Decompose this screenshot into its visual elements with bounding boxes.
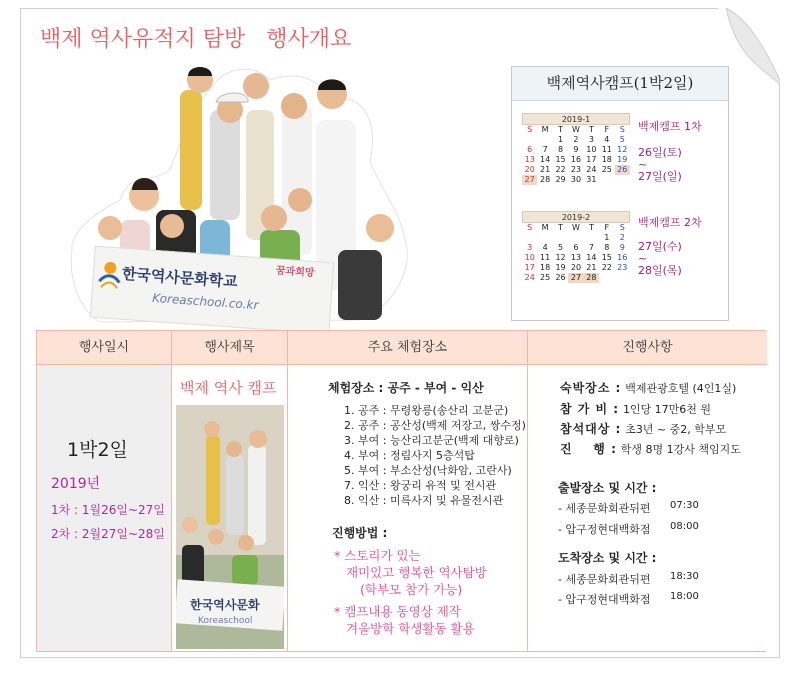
- header-event-title: 행사제목: [172, 331, 287, 365]
- calendar-day: 19: [555, 263, 566, 272]
- calendar-day: 30: [570, 175, 582, 184]
- calendar-day: [584, 233, 599, 243]
- camp1-start: 26일(토): [638, 146, 682, 159]
- calendar-day: 23: [570, 165, 582, 174]
- weekday-label: T: [558, 125, 563, 134]
- event-duration: 1박2일: [67, 439, 128, 461]
- method-2: [334, 603, 475, 637]
- info-key: 참석대상 :: [560, 422, 622, 436]
- calendar-day: 17: [524, 263, 535, 272]
- header-progress: 진행사항: [528, 331, 767, 365]
- calendar-day: [537, 135, 552, 145]
- calendar-day: 15: [555, 155, 566, 164]
- method-1-line-2: 재미있고 행복한 역사탐방: [346, 565, 487, 580]
- weekday-label: S: [619, 125, 625, 134]
- calendar-day: 6: [573, 243, 579, 252]
- arrival-row: [558, 591, 699, 607]
- weekday-label: S: [527, 125, 533, 134]
- column-event-date: [37, 331, 172, 651]
- calendar-day: 28: [584, 273, 599, 283]
- departure-heading: 출발장소 및 시간 :: [558, 481, 657, 495]
- calendar-day: 20: [524, 165, 535, 174]
- round1-dates: 1차 : 1월26일~27일: [51, 503, 165, 517]
- calendar-day: 14: [586, 253, 597, 262]
- info-row-fee: [560, 400, 711, 417]
- method-1-line-3: (학부모 참가 가능): [360, 582, 463, 597]
- camp2-label: 백제캠프 2차: [638, 216, 702, 229]
- banner-logo-text: 한국역사문화학교: [121, 264, 239, 291]
- departure-row: [558, 500, 699, 516]
- svg-text:한국역사문화: 한국역사문화: [190, 598, 260, 612]
- info-row-staff: [560, 440, 741, 457]
- arrival-place: - 압구정현대백화점: [558, 593, 651, 606]
- calendar-day: 21: [540, 165, 551, 174]
- calendar-day: 26: [555, 273, 566, 282]
- weekday-label: M: [541, 223, 549, 232]
- camp2-start: 27일(수): [638, 240, 682, 253]
- mini-calendar-jan: [522, 113, 630, 185]
- calendar-day: 12: [617, 145, 628, 154]
- info-key: 참 가 비 :: [560, 402, 620, 416]
- info-key: 진 행 :: [560, 442, 617, 456]
- calendar-day: 24: [586, 165, 597, 174]
- column-event-title: [172, 331, 288, 651]
- weekday-label: W: [572, 125, 580, 134]
- calendar-day: 1: [558, 135, 564, 144]
- arrival-heading: 도착장소 및 시간 :: [558, 551, 657, 565]
- header-main-places: 주요 체험장소: [288, 331, 527, 365]
- list-item: 4. 부여 : 정림사지 5층석탑: [344, 449, 475, 462]
- camp2-sep: ~: [638, 252, 648, 265]
- calendar-day: 7: [542, 145, 548, 154]
- calendar-day: 15: [601, 253, 612, 262]
- calendar-day: [522, 135, 537, 145]
- info-value: 초3년 ~ 중2, 학부모: [625, 423, 727, 436]
- camp2-end: 28일(목): [638, 264, 682, 277]
- calendar-day: [522, 233, 537, 243]
- mini-calendar-title: 2019-1: [522, 113, 630, 125]
- calendar-day: 5: [619, 135, 625, 144]
- weekday-label: T: [588, 125, 594, 134]
- calendar-grid: [522, 125, 630, 185]
- calendar-day: 2: [619, 233, 625, 242]
- method-label: 진행방법 :: [332, 526, 388, 540]
- calendar-day: 22: [555, 165, 566, 174]
- calendar-day: 10: [586, 145, 597, 154]
- calendar-day: 9: [573, 145, 579, 154]
- calendar-day: 19: [617, 155, 628, 164]
- calendar-day: 22: [601, 263, 612, 272]
- calendar-grid: [522, 223, 630, 283]
- calendar-day: 20: [570, 263, 582, 272]
- list-item: 5. 부여 : 부소산성(낙화암, 고란사): [344, 464, 512, 477]
- calendar-day: 13: [570, 253, 582, 262]
- arrival-time: 18:30: [670, 571, 699, 582]
- calendar-day: 25: [540, 273, 551, 282]
- calendar-day: 3: [527, 243, 533, 252]
- camp-photo: [176, 405, 284, 649]
- round2-dates: 2차 : 2월27일~28일: [51, 527, 165, 541]
- star-icon: *: [334, 604, 341, 619]
- calendar-day: [537, 233, 552, 243]
- arrival-place: - 세종문화회관뒤편: [558, 573, 651, 586]
- calendar-panel: [511, 66, 729, 321]
- calendar-day: 14: [540, 155, 551, 164]
- info-value: 백제관광호텔 (4인1실): [625, 382, 737, 395]
- event-year: 2019년: [51, 476, 101, 492]
- svg-text:Koreaschool: Koreaschool: [198, 616, 253, 626]
- calendar-day: 9: [619, 243, 625, 252]
- list-item: 3. 부여 : 능산리고분군(백제 대향로): [344, 434, 519, 447]
- calendar-day: 25: [601, 165, 612, 174]
- calendar-day: 28: [540, 175, 551, 184]
- method-1: [334, 547, 487, 598]
- event-overview-table: [36, 330, 766, 652]
- departure-time: 07:30: [670, 500, 699, 511]
- calendar-day: 18: [601, 155, 612, 164]
- calendar-day: 31: [586, 175, 597, 184]
- calendar-day: 1: [604, 233, 610, 242]
- weekday-label: S: [527, 223, 533, 232]
- calendar-day: 10: [524, 253, 535, 262]
- calendar-day: 11: [540, 253, 551, 262]
- calendar-day: 29: [555, 175, 566, 184]
- calendar-day: 27: [522, 175, 537, 185]
- calendar-day: [615, 175, 630, 185]
- column-progress: [528, 331, 767, 651]
- weekday-label: F: [604, 125, 610, 134]
- weekday-label: M: [541, 125, 549, 134]
- banner-tag: 꿈과희망: [275, 265, 315, 280]
- list-item: 7. 익산 : 왕궁리 유적 및 전시관: [344, 479, 497, 492]
- calendar-day: [568, 233, 583, 243]
- calendar-day: 2: [573, 135, 579, 144]
- camp1-end: 27일(일): [638, 170, 682, 183]
- calendar-day: 23: [617, 263, 628, 272]
- camp2-info: [638, 215, 702, 279]
- calendar-day: 27: [568, 273, 583, 283]
- info-key: 숙박장소 :: [560, 381, 622, 395]
- arrival-row: [558, 571, 699, 587]
- weekday-label: T: [588, 223, 594, 232]
- school-logo-icon: [97, 259, 123, 291]
- calendar-day: 16: [570, 155, 582, 164]
- info-value: 1인당 17만6천 원: [622, 403, 712, 416]
- calendar-day: 6: [527, 145, 533, 154]
- calendar-day: 4: [604, 135, 610, 144]
- calendar-day: 21: [586, 263, 597, 272]
- calendar-day: 3: [588, 135, 594, 144]
- calendar-day: [599, 273, 614, 283]
- calendar-day: [615, 273, 630, 283]
- method-2-line-2: 겨울방학 학생활동 활용: [346, 621, 475, 636]
- info-value: 학생 8명 1강사 책임지도: [620, 443, 741, 456]
- mini-calendar-title: 2019-2: [522, 211, 630, 223]
- calendar-day: 11: [601, 145, 612, 154]
- camp-title: 백제 역사 캠프: [180, 379, 277, 397]
- list-item: 2. 공주 : 공산성(백제 저장고, 쌍수정): [344, 419, 526, 432]
- calendar-day: 4: [542, 243, 548, 252]
- calendar-day: 24: [524, 273, 535, 282]
- calendar-day: 7: [588, 243, 594, 252]
- departure-row: [558, 521, 699, 537]
- calendar-day: 17: [586, 155, 597, 164]
- place-list: [344, 403, 526, 508]
- star-icon: *: [334, 548, 341, 563]
- calendar-day: [553, 233, 568, 243]
- calendar-day: 8: [604, 243, 610, 252]
- info-row-lodging: [560, 379, 736, 396]
- calendar-day: 18: [540, 263, 551, 272]
- calendar-day: 8: [558, 145, 564, 154]
- weekday-label: T: [558, 223, 563, 232]
- banner-sub-text: Koreaschool.co.kr: [151, 290, 259, 313]
- header-event-date: 행사일시: [37, 331, 171, 365]
- calendar-heading: 백제역사캠프(1박2일): [512, 67, 728, 101]
- calendar-day: [599, 175, 614, 185]
- list-item: 8. 익산 : 미륵사지 및 유물전시관: [344, 494, 504, 507]
- weekday-label: S: [619, 223, 625, 232]
- departure-place: - 세종문화회관뒤편: [558, 502, 651, 515]
- method-1-line-1: 스토리가 있는: [344, 548, 421, 563]
- mini-calendar-feb: [522, 211, 630, 283]
- list-item: 1. 공주 : 무령왕릉(송산리 고분군): [344, 404, 509, 417]
- column-main-places: [288, 331, 528, 651]
- places-label: 체험장소 : 공주 - 부여 - 익산: [328, 381, 484, 395]
- calendar-day: 16: [617, 253, 628, 262]
- departure-time: 08:00: [670, 521, 699, 532]
- camp1-label: 백제캠프 1차: [638, 120, 702, 133]
- calendar-day: 26: [615, 165, 630, 175]
- departure-place: - 압구정현대백화점: [558, 523, 651, 536]
- weekday-label: F: [604, 223, 610, 232]
- camp1-info: [638, 119, 702, 185]
- camp1-sep: ~: [638, 158, 648, 171]
- info-row-target: [560, 420, 726, 437]
- arrival-time: 18:00: [670, 591, 699, 602]
- calendar-day: 12: [555, 253, 566, 262]
- weekday-label: W: [572, 223, 580, 232]
- method-2-line-1: 캠프내용 동영상 제작: [344, 604, 461, 619]
- page-title: 백제 역사유적지 탐방 행사개요: [40, 27, 352, 52]
- calendar-day: 13: [524, 155, 535, 164]
- calendar-day: 5: [558, 243, 564, 252]
